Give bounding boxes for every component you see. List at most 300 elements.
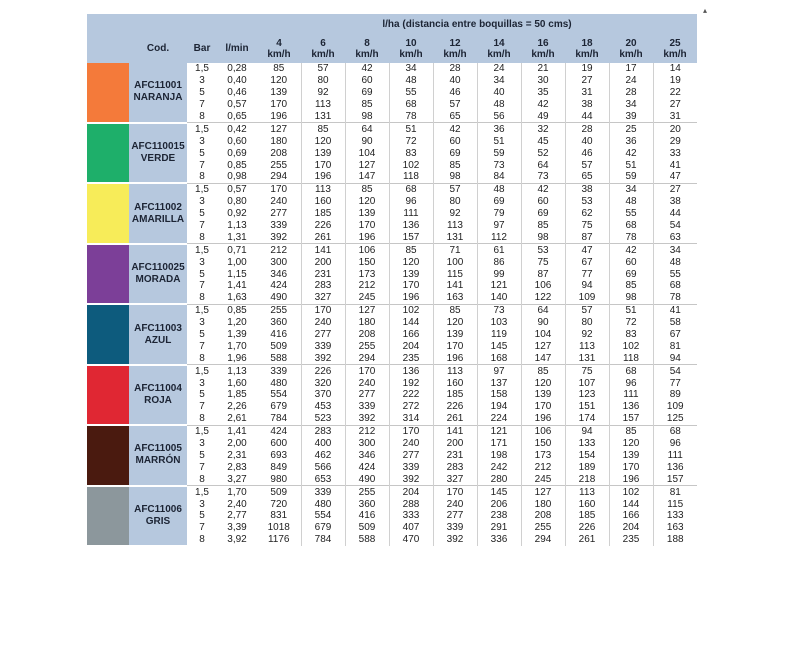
rate-cell: 196 — [270, 111, 288, 122]
flow-lmin: 1,15 — [227, 268, 247, 280]
rate-cell: 784 — [301, 534, 345, 546]
rate-cell: 48 — [389, 75, 433, 87]
pressure-bar: 5 — [199, 268, 205, 280]
rate-cell: 240 — [270, 196, 288, 208]
rate-cell: 600 — [270, 438, 288, 450]
rate-cell: 51 — [609, 159, 653, 171]
nozzle-color-name: VERDE — [140, 153, 176, 165]
rate-cell: 113 — [565, 486, 609, 498]
flow-lmin: 2,00 — [227, 438, 247, 450]
rate-cell: 139 — [433, 329, 477, 341]
rate-cell: 120 — [345, 196, 389, 208]
rate-cell: 80 — [301, 75, 345, 87]
rate-cell: 170 — [433, 340, 477, 352]
rate-cell: 86 — [477, 256, 521, 268]
rate-cell: 57 — [433, 99, 477, 111]
pressure-bar: 3 — [199, 196, 205, 208]
rate-cell: 54 — [653, 365, 697, 377]
speed-value: 14 — [493, 37, 505, 49]
rate-cell: 480 — [270, 377, 288, 389]
rate-cell: 204 — [389, 486, 433, 498]
rate-cell: 67 — [565, 256, 609, 268]
rate-cell: 79 — [477, 208, 521, 220]
rate-cell: 189 — [565, 461, 609, 473]
color-swatch — [87, 183, 129, 243]
rate-cell: 346 — [345, 450, 389, 462]
rate-cell: 120 — [433, 317, 477, 329]
speed-value: 25 — [669, 37, 681, 49]
table-row — [87, 304, 697, 316]
rate-cell: 255 — [345, 486, 389, 498]
rate-cell: 416 — [345, 510, 389, 522]
rate-cell: 180 — [345, 317, 389, 329]
rate-cell: 231 — [433, 450, 477, 462]
flow-lmin: 0,57 — [217, 183, 257, 195]
rate-cell: 46 — [433, 87, 477, 99]
color-swatch — [87, 123, 129, 183]
header-speed-4 — [433, 34, 477, 63]
rate-cell: 106 — [521, 425, 565, 437]
rate-cell: 89 — [653, 389, 697, 401]
rate-cell: 36 — [609, 135, 653, 147]
rate-cell: 523 — [301, 413, 345, 425]
rate-cell: 36 — [477, 123, 521, 135]
rate-cell: 208 — [270, 147, 288, 159]
rate-cell: 115 — [433, 268, 477, 280]
rate-cell: 407 — [389, 522, 433, 534]
rate-cell: 85 — [345, 99, 389, 111]
rate-cell: 462 — [301, 450, 345, 462]
header-row-speeds — [87, 34, 697, 63]
rate-cell: 392 — [389, 473, 433, 485]
rate-cell: 59 — [609, 171, 653, 183]
rate-cell: 240 — [433, 498, 477, 510]
rate-cell: 327 — [301, 292, 345, 304]
rate-cell: 173 — [345, 268, 389, 280]
rate-cell: 137 — [477, 377, 521, 389]
rate-cell: 125 — [653, 413, 697, 425]
speed-value: 16 — [537, 37, 549, 49]
rate-cell: 113 — [433, 220, 477, 232]
rate-cell: 57 — [433, 183, 477, 195]
flow-lmin: 0,65 — [227, 111, 247, 122]
speed-value: 6 — [320, 37, 326, 49]
rate-cell: 226 — [301, 365, 345, 377]
rate-cell: 98 — [521, 231, 565, 243]
rate-cell: 424 — [270, 280, 288, 292]
rate-cell: 150 — [345, 256, 389, 268]
rate-cell: 92 — [301, 87, 345, 99]
rate-cell: 45 — [521, 135, 565, 147]
rate-cell: 127 — [345, 304, 389, 316]
rate-cell: 163 — [653, 522, 697, 534]
rate-cell: 131 — [433, 231, 477, 243]
rate-cell: 55 — [609, 208, 653, 220]
header-bar: Bar — [187, 34, 217, 63]
rate-cell: 166 — [389, 329, 433, 341]
rate-cell: 59 — [477, 147, 521, 159]
rate-cell: 212 — [257, 244, 301, 256]
rate-cell: 48 — [609, 196, 653, 208]
rate-cell: 147 — [521, 352, 565, 364]
nozzle-color-name: NARANJA — [133, 92, 183, 104]
rate-cell: 27 — [653, 99, 697, 111]
rate-cell: 38 — [565, 183, 609, 195]
rate-cell: 168 — [477, 352, 521, 364]
flow-lmin: 0,46 — [227, 87, 247, 99]
rate-cell: 157 — [609, 413, 653, 425]
rate-cell: 90 — [345, 135, 389, 147]
rate-cell: 170 — [257, 183, 301, 195]
pressure-bar: 7 — [199, 159, 205, 171]
rate-cell: 31 — [653, 111, 697, 123]
flow-lmin: 0,71 — [217, 244, 257, 256]
rate-cell: 141 — [433, 280, 477, 292]
rate-cell: 98 — [433, 171, 477, 183]
rate-cell: 29 — [653, 135, 697, 147]
rate-cell: 21 — [521, 63, 565, 75]
rate-cell: 280 — [477, 473, 521, 485]
rate-cell: 60 — [521, 196, 565, 208]
rate-cell: 240 — [345, 377, 389, 389]
rate-cell: 120 — [521, 377, 565, 389]
rate-cell: 170 — [609, 461, 653, 473]
rate-cell: 242 — [477, 461, 521, 473]
color-swatch — [87, 304, 129, 364]
rate-cell: 57 — [301, 63, 345, 75]
nozzle-code-cell — [129, 365, 187, 425]
rate-cell: 320 — [301, 377, 345, 389]
rate-cell: 71 — [433, 244, 477, 256]
rate-cell: 73 — [477, 159, 521, 171]
flow-lmin: 1,20 — [227, 317, 247, 329]
rate-cell: 566 — [301, 461, 345, 473]
flow-lmin: 0,57 — [227, 99, 247, 111]
rate-cell: 339 — [345, 401, 389, 413]
rate-cell: 272 — [389, 401, 433, 413]
rate-cell: 78 — [389, 111, 433, 123]
rate-cell: 392 — [345, 413, 389, 425]
rate-cell: 196 — [433, 352, 477, 364]
rate-cell: 185 — [433, 389, 477, 401]
rate-cell: 75 — [565, 220, 609, 232]
rate-cell: 194 — [477, 401, 521, 413]
nozzle-code: AFC110015 — [131, 141, 185, 153]
rate-cell: 174 — [565, 413, 609, 425]
rate-cell: 392 — [270, 231, 288, 243]
rate-cell: 222 — [389, 389, 433, 401]
rate-cell: 180 — [270, 135, 288, 147]
table-row — [87, 486, 697, 498]
pressure-bar: 8 — [199, 352, 205, 364]
nozzle-code-cell — [129, 123, 187, 183]
rate-cell: 831 — [270, 510, 288, 522]
rate-cell: 102 — [389, 304, 433, 316]
rate-cell: 157 — [653, 473, 697, 485]
pressure-bar: 8 — [199, 292, 205, 304]
flow-lmin: 1,70 — [217, 486, 257, 498]
rate-cell: 1176 — [267, 534, 290, 546]
rate-cell: 231 — [301, 268, 345, 280]
rate-cell: 47 — [653, 171, 697, 183]
pressure-bar: 8 — [199, 111, 205, 122]
header-swatch — [87, 34, 129, 63]
rate-cell: 53 — [565, 196, 609, 208]
rate-cell: 44 — [565, 111, 609, 123]
nozzle-code: AFC11006 — [134, 503, 182, 515]
flow-lmin: 1,96 — [227, 352, 247, 364]
rate-cell: 20 — [653, 123, 697, 135]
rate-cell: 163 — [433, 292, 477, 304]
rate-cell: 980 — [270, 473, 288, 485]
speed-value: 8 — [364, 37, 370, 49]
rate-cell: 849 — [270, 461, 288, 473]
rate-cell: 121 — [477, 280, 521, 292]
rate-cell: 24 — [477, 63, 521, 75]
rate-cell: 294 — [521, 534, 565, 546]
rate-cell: 103 — [477, 317, 521, 329]
flow-lmin: 2,83 — [227, 461, 247, 473]
rate-cell: 158 — [477, 389, 521, 401]
rate-cell: 102 — [609, 340, 653, 352]
table-row — [87, 183, 697, 195]
flow-lmin: 1,63 — [227, 292, 247, 304]
rate-cell: 300 — [345, 438, 389, 450]
pressure-bar: 5 — [199, 449, 205, 461]
table-row — [87, 123, 697, 135]
pressure-bar: 1,5 — [187, 123, 217, 135]
rate-cell: 24 — [609, 75, 653, 87]
rate-cell: 69 — [345, 87, 389, 99]
rate-cell: 283 — [301, 425, 345, 437]
flow-lmin: 0,85 — [217, 304, 257, 316]
rate-cell: 490 — [270, 292, 288, 304]
rate-cell: 127 — [257, 123, 301, 135]
rate-cell: 212 — [345, 425, 389, 437]
rate-cell: 68 — [609, 365, 653, 377]
rate-cell: 679 — [270, 401, 288, 413]
rate-cell: 170 — [301, 304, 345, 316]
rate-cell: 120 — [301, 135, 345, 147]
header-cod: Cod. — [129, 34, 187, 63]
rate-cell: 196 — [345, 231, 389, 243]
flow-lmin: 0,98 — [227, 171, 247, 183]
rate-cell: 679 — [301, 522, 345, 534]
rate-cell: 208 — [345, 329, 389, 341]
pressure-bar: 5 — [199, 147, 205, 159]
rate-cell: 235 — [389, 352, 433, 364]
rate-cell: 34 — [477, 75, 521, 87]
rate-cell: 118 — [609, 352, 653, 364]
rate-cell: 160 — [433, 377, 477, 389]
table-row — [87, 63, 697, 75]
rate-cell: 100 — [433, 256, 477, 268]
rate-cell: 25 — [609, 123, 653, 135]
flow-lmin: 0,85 — [227, 159, 247, 171]
rate-cell: 51 — [609, 304, 653, 316]
rate-cell: 245 — [521, 473, 565, 485]
rate-cell: 339 — [301, 340, 345, 352]
rate-cell: 235 — [609, 534, 653, 546]
rate-cell: 92 — [565, 329, 609, 341]
nozzle-color-name: AMARILLA — [131, 213, 185, 225]
rate-cell: 113 — [301, 99, 345, 111]
rate-cell: 200 — [433, 438, 477, 450]
color-swatch — [87, 425, 129, 485]
nozzle-code-cell — [129, 63, 187, 123]
rate-cell: 122 — [521, 292, 565, 304]
rate-cell: 277 — [301, 329, 345, 341]
rate-cell: 38 — [653, 196, 697, 208]
rate-cell: 75 — [565, 365, 609, 377]
nozzle-code: AFC11003 — [134, 322, 182, 334]
rate-cell: 85 — [389, 244, 433, 256]
rate-cell: 360 — [270, 317, 288, 329]
rate-cell: 185 — [301, 208, 345, 220]
rate-cell: 145 — [477, 340, 521, 352]
rate-cell: 154 — [565, 450, 609, 462]
rate-cell: 61 — [477, 244, 521, 256]
rate-cell: 49 — [521, 111, 565, 123]
rate-cell: 509 — [270, 340, 288, 352]
rate-cell: 150 — [521, 438, 565, 450]
header-speed-7 — [565, 34, 609, 63]
flow-lmin: 1,85 — [227, 389, 247, 401]
flow-lmin: 3,39 — [227, 522, 247, 534]
rate-cell: 44 — [653, 208, 697, 220]
rate-cell: 34 — [653, 244, 697, 256]
header-speed-8 — [609, 34, 653, 63]
rate-cell: 188 — [653, 534, 697, 546]
rate-cell: 490 — [345, 473, 389, 485]
rate-cell: 480 — [301, 498, 345, 510]
pressure-bar: 7 — [199, 401, 205, 413]
rate-cell: 27 — [653, 183, 697, 195]
header-row-top — [87, 14, 697, 34]
flow-lmin: 2,26 — [227, 401, 247, 413]
rate-cell: 97 — [477, 365, 521, 377]
speed-unit: km/h — [619, 48, 643, 60]
rate-cell: 240 — [301, 317, 345, 329]
rate-cell: 27 — [565, 75, 609, 87]
rate-cell: 141 — [433, 425, 477, 437]
rate-cell: 75 — [521, 256, 565, 268]
nozzle-color-name: GRIS — [145, 515, 171, 527]
pressure-bar: 3 — [199, 317, 205, 329]
rate-cell: 64 — [521, 304, 565, 316]
rate-cell: 69 — [521, 208, 565, 220]
rate-cell: 196 — [521, 413, 565, 425]
rate-cell: 69 — [477, 196, 521, 208]
header-blank-bar — [187, 14, 217, 34]
rate-cell: 300 — [270, 256, 288, 268]
rate-cell: 83 — [609, 329, 653, 341]
rate-cell: 392 — [433, 534, 477, 546]
rate-cell: 339 — [270, 220, 288, 232]
rate-cell: 33 — [653, 147, 697, 159]
rate-cell: 139 — [521, 389, 565, 401]
rate-cell: 141 — [301, 244, 345, 256]
rate-cell: 291 — [477, 522, 521, 534]
speed-unit: km/h — [399, 48, 423, 60]
flow-lmin: 2,40 — [227, 498, 247, 510]
rate-cell: 784 — [270, 413, 288, 425]
rate-cell: 118 — [389, 171, 433, 183]
rate-cell: 283 — [301, 280, 345, 292]
rate-cell: 40 — [433, 75, 477, 87]
rate-cell: 83 — [389, 147, 433, 159]
rate-cell: 261 — [301, 231, 345, 243]
rate-cell: 28 — [433, 63, 477, 75]
rate-cell: 22 — [653, 87, 697, 99]
pressure-bar: 7 — [199, 280, 205, 292]
speed-unit: km/h — [487, 48, 511, 60]
rate-cell: 314 — [389, 413, 433, 425]
flow-lmin: 3,92 — [227, 534, 247, 546]
pressure-bar: 1,5 — [187, 304, 217, 316]
rate-cell: 554 — [270, 389, 288, 401]
rate-cell: 245 — [345, 292, 389, 304]
rate-cell: 255 — [345, 340, 389, 352]
table-row — [87, 244, 697, 256]
rate-cell: 58 — [653, 317, 697, 329]
speed-unit: km/h — [355, 48, 379, 60]
rate-cell: 196 — [609, 473, 653, 485]
rate-cell: 52 — [521, 147, 565, 159]
flow-lmin: 0,28 — [227, 63, 247, 75]
flow-lmin: 1,41 — [217, 425, 257, 437]
rate-cell: 81 — [653, 486, 697, 498]
rate-cell: 54 — [653, 220, 697, 232]
rate-cell: 85 — [433, 159, 477, 171]
rate-cell: 121 — [477, 425, 521, 437]
rate-cell: 56 — [477, 111, 521, 123]
rate-cell: 588 — [345, 534, 389, 546]
rate-cell: 470 — [389, 534, 433, 546]
rate-cell: 106 — [345, 244, 389, 256]
rate-cell: 693 — [270, 449, 288, 461]
rate-cell: 42 — [521, 99, 565, 111]
rate-cell: 78 — [609, 231, 653, 243]
nozzle-code-cell — [129, 486, 187, 546]
pressure-bar: 5 — [199, 208, 205, 220]
color-swatch — [87, 365, 129, 425]
header-speed-3 — [389, 34, 433, 63]
rate-cell: 453 — [301, 401, 345, 413]
rate-cell: 42 — [433, 123, 477, 135]
rate-cell: 198 — [477, 450, 521, 462]
flow-lmin: 1,39 — [227, 329, 247, 341]
rate-cell: 109 — [565, 292, 609, 304]
rate-cell: 41 — [653, 304, 697, 316]
rate-cell: 63 — [653, 231, 697, 243]
rate-cell: 120 — [389, 256, 433, 268]
nozzle-color-name: MARRÓN — [135, 455, 181, 467]
rate-cell: 85 — [521, 365, 565, 377]
color-swatch — [87, 63, 129, 123]
rate-cell: 261 — [433, 413, 477, 425]
rate-cell: 28 — [565, 123, 609, 135]
rate-cell: 139 — [345, 208, 389, 220]
rate-cell: 40 — [477, 87, 521, 99]
rate-cell: 196 — [389, 292, 433, 304]
rate-cell: 42 — [609, 244, 653, 256]
rate-cell: 200 — [301, 256, 345, 268]
rate-cell: 72 — [609, 317, 653, 329]
nozzle-code: AFC11001 — [134, 80, 182, 92]
rate-cell: 85 — [609, 280, 653, 292]
rate-cell: 115 — [653, 498, 697, 510]
